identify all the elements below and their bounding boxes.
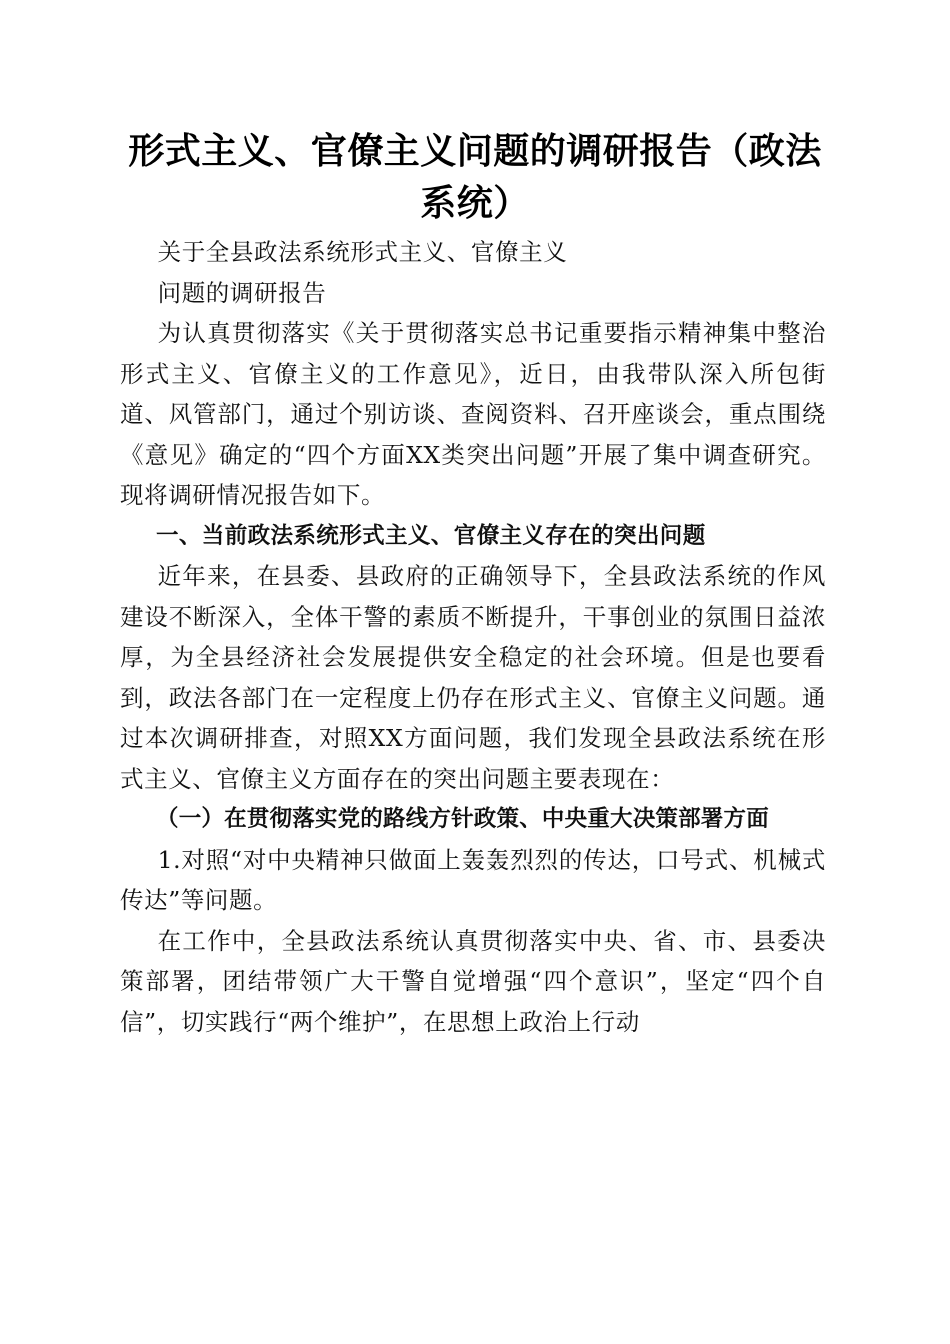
document-body [120,232,826,1042]
subtitle-line-1: 关于全县政法系统形式主义、官僚主义 [157,238,568,266]
intro-paragraph: 为认真贯彻落实《关于贯彻落实总书记重要指示精神集中整治形式主义、官僚主义的工作意见》，近日，由我带队深入所包街道、风管部门，通过个别访谈、查阅资料、召开座谈会，重点围绕《意见》确定的“四个方面XX类突出问题”开展了集中调查研究。现将调研情况报告如下。 [120,319,826,509]
section-1-paragraph: 近年来，在县委、县政府的正确领导下，全县政法系统的作风建设不断深入，全体干警的素质不断提升，干事创业的氛围日益浓厚，为全县经济社会发展提供安全稳定的社会环境。但是也要看到，政法各部门在一定程度上仍存在形式主义、官僚主义问题。通过本次调研排查，对照XX方面问题，我们发现全县政法系统在形式主义、官僚主义方面存在的突出问题主要表现在： [120,562,826,793]
item-1-heading: 1.对照“对中央精神只做面上轰轰烈烈的传达，口号式、机械式传达”等问题。 [120,845,826,914]
subtitle-line-2: 问题的调研报告 [157,278,327,307]
section-1-heading: 一、当前政法系统形式主义、官僚主义存在的突出问题 [156,522,706,549]
item-1-paragraph: 在工作中，全县政法系统认真贯彻落实中央、省、市、县委决策部署，团结带领广大干警自觉增强“四个意识”，坚定“四个自信”，切实践行“两个维护”，在思想上政治上行动 [120,926,826,1036]
document-title: 形式主义、官僚主义问题的调研报告（政法系统） [128,131,822,224]
subsection-1-heading: （一）在贯彻落实党的路线方针政策、中央重大决策部署方面 [156,806,769,832]
